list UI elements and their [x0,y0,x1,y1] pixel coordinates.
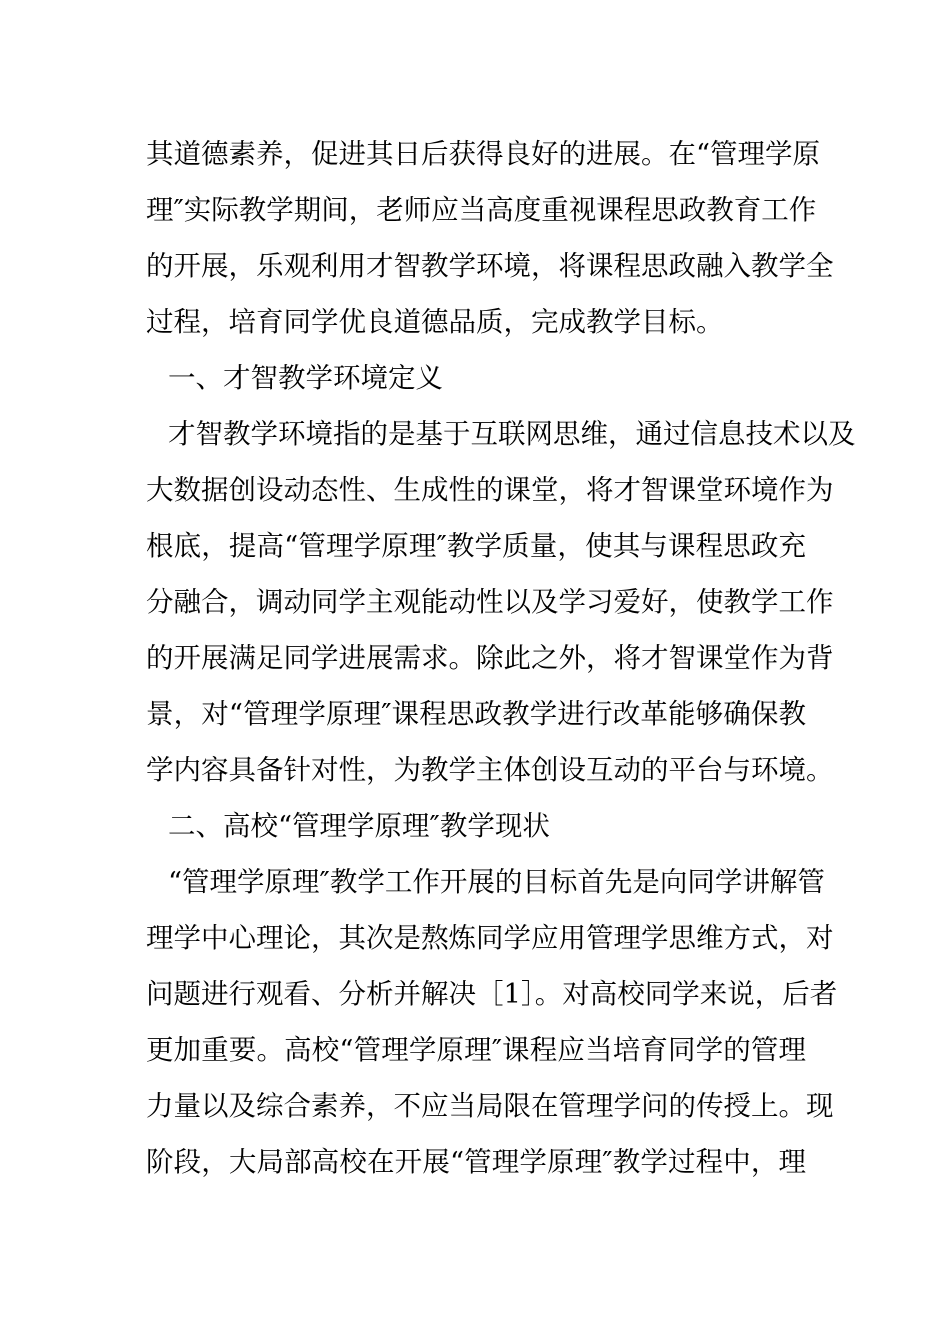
text-line: 才智教学环境指的是基于互联网思维，通过信息技术以及 [168,418,856,450]
text-line: 其道德素养，促进其日后获得良好的进展。在“管理学原 [146,138,821,170]
text-line: 阶段，大局部高校在开展“管理学原理″教学过程中，理 [146,1146,806,1178]
text-line: 学内容具备针对性，为教学主体创设互动的平台与环境。 [146,754,834,786]
section-heading: 一、才智教学环境定义 [168,362,443,394]
text-line: 理学中心理论，其次是熬炼同学应用管理学思维方式，对 [146,922,834,954]
text-line: 大数据创设动态性、生成性的课堂，将才智课堂环境作为 [146,474,834,506]
text-line: 的开展，乐观利用才智教学环境，将课程思政融入教学全 [146,250,834,282]
text-line: 问题进行观看、分析并解决［1］。对高校同学来说，后者 [146,978,838,1010]
text-line: 根底，提高“管理学原理″教学质量，使其与课程思政充 [146,530,806,562]
text-line: 力量以及综合素养，不应当局限在管理学问的传授上。现 [146,1090,834,1122]
text-line: 景，对“管理学原理″课程思政教学进行改革能够确保教 [146,698,806,730]
section-heading: 二、高校“管理学原理″教学现状 [168,810,550,842]
text-line: “管理学原理″教学工作开展的目标首先是向同学讲解管 [168,866,825,898]
text-line: 更加重要。高校“管理学原理″课程应当培育同学的管理 [146,1034,806,1066]
text-line: 分融合，调动同学主观能动性以及学习爱好，使教学工作 [146,586,834,618]
text-line: 过程，培育同学优良道德品质，完成教学目标。 [146,306,724,338]
text-line: 理″实际教学期间，老师应当高度重视课程思政教育工作 [146,194,817,226]
text-line: 的开展满足同学进展需求。除此之外，将才智课堂作为背 [146,642,834,674]
